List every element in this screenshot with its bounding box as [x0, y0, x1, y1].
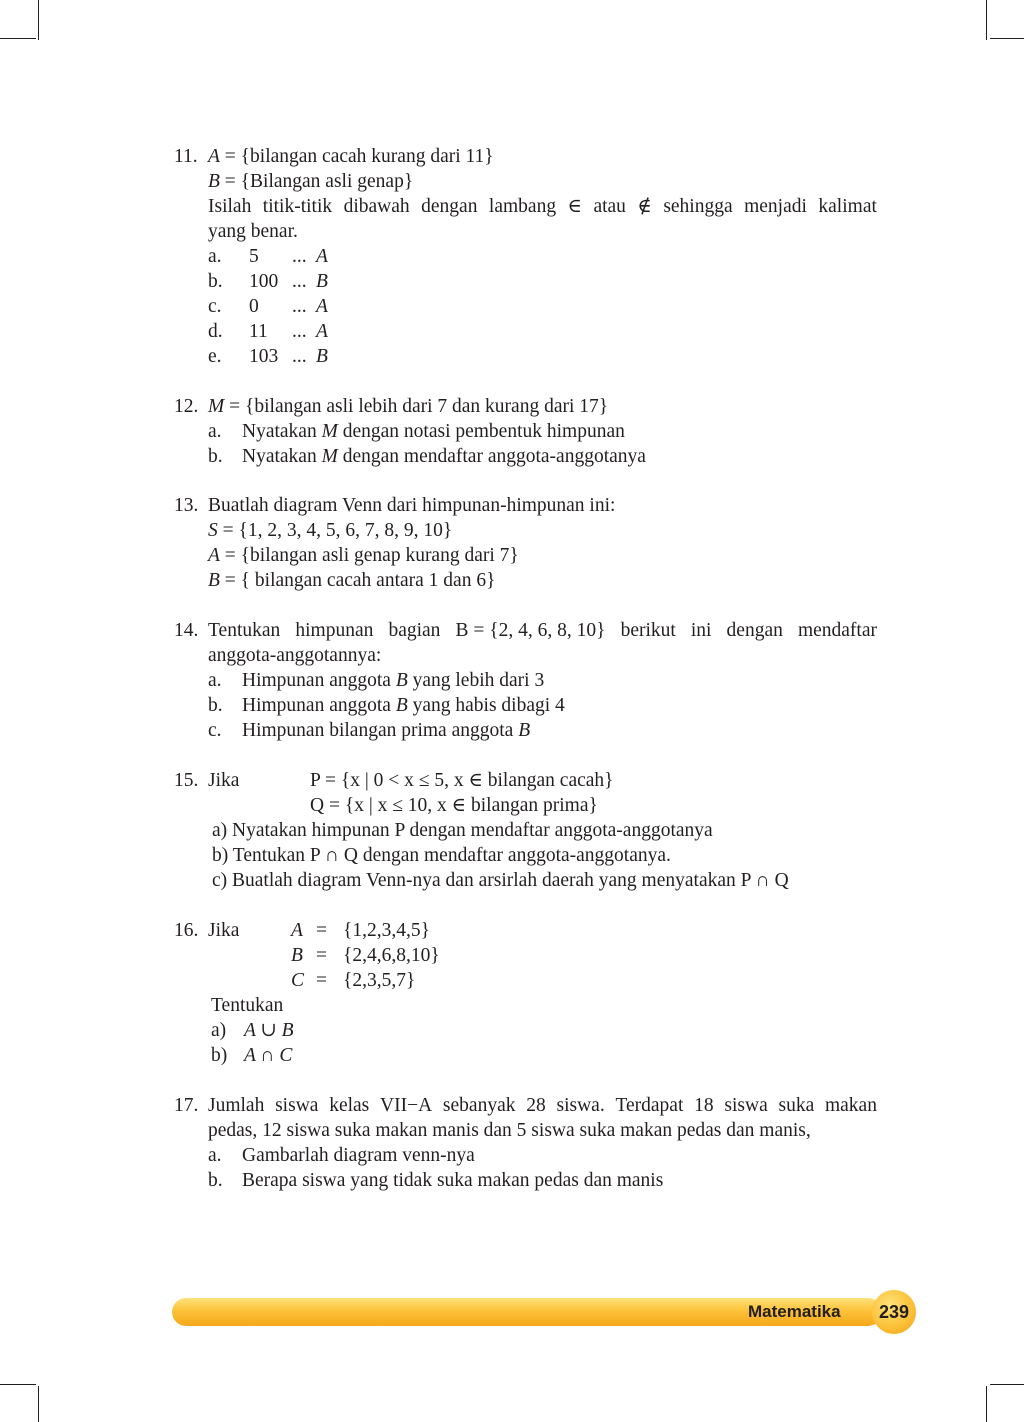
- question-number: 16.: [174, 920, 199, 941]
- crop-mark: [990, 38, 1024, 39]
- item-letter: b.: [208, 1170, 223, 1191]
- question-text: Buatlah diagram Venn dari himpunan-himpunan ini:: [208, 495, 616, 516]
- page-number-badge: [872, 1290, 916, 1334]
- item-letter: b): [211, 1045, 228, 1066]
- crop-mark: [38, 0, 39, 40]
- list-item: Nyatakan M dengan notasi pembentuk himpunan: [242, 421, 625, 442]
- crop-mark: [0, 38, 36, 39]
- list-item: Himpunan anggota B yang habis dibagi 4: [242, 695, 565, 716]
- tentukan-label: Tentukan: [211, 995, 284, 1016]
- crop-mark: [990, 1384, 1024, 1385]
- item-letter: b.: [208, 695, 223, 716]
- set-b-inline: B = {2, 4, 6, 8, 10}: [455, 620, 606, 641]
- item-letter: a): [211, 1020, 227, 1041]
- set-b-definition: B = { bilangan cacah antara 1 dan 6}: [208, 570, 496, 591]
- intersection-expression: A ∩ C: [244, 1045, 293, 1066]
- set-s-definition: S = {1, 2, 3, 4, 5, 6, 7, 8, 9, 10}: [208, 520, 453, 541]
- question-number: 11.: [174, 146, 198, 167]
- page-number: 239: [878, 1301, 910, 1322]
- item-letter: a.: [208, 1145, 222, 1166]
- not-element-of-symbol: ∉: [637, 196, 652, 217]
- list-item: Berapa siswa yang tidak suka makan pedas dan manis: [242, 1170, 664, 1191]
- question-number: 17.: [174, 1095, 199, 1116]
- set-m-definition: M = {bilangan asli lebih dari 7 dan kurang dari 17}: [208, 396, 609, 417]
- jika-label: Jika: [208, 770, 240, 791]
- set-a-definition: A = {bilangan asli genap kurang dari 7}: [208, 545, 519, 566]
- union-expression: A ∪ B: [244, 1020, 294, 1041]
- question-number: 13.: [174, 495, 199, 516]
- item-letter: b.: [208, 446, 223, 467]
- set-q-definition: Q = {x | x ≤ 10, x ∈ bilangan prima}: [310, 795, 598, 816]
- set-a-definition: A = {bilangan cacah kurang dari 11}: [208, 146, 494, 167]
- crop-mark: [986, 1386, 987, 1422]
- question-number: 12.: [174, 396, 199, 417]
- crop-mark: [0, 1384, 36, 1385]
- item-letter: a.: [208, 421, 222, 442]
- question-text-cont: anggota-anggotannya:: [208, 645, 382, 666]
- list-item: a) Nyatakan himpunan P dengan mendaftar anggota-anggotanya: [212, 820, 713, 841]
- footer-subject-title: Matematika: [748, 1302, 841, 1321]
- instruction: Isilah titik-titik dibawah dengan lambang ∈ atau ∉ sehingga menjadi kalimat: [208, 196, 877, 217]
- list-item: c) Buatlah diagram Venn-nya dan arsirlah daerah yang menyatakan P ∩ Q: [212, 870, 789, 891]
- element-of-symbol: ∈: [567, 196, 582, 217]
- list-item: Himpunan bilangan prima anggota B: [242, 720, 531, 741]
- item-letter: a.: [208, 670, 222, 691]
- crop-mark: [38, 1386, 39, 1422]
- question-number: 15.: [174, 770, 199, 791]
- list-item: b) Tentukan P ∩ Q dengan mendaftar anggota-anggotanya.: [212, 845, 671, 866]
- item-letter: c.: [208, 720, 222, 741]
- question-text-cont: pedas, 12 siswa suka makan manis dan 5 siswa suka makan pedas dan manis,: [208, 1120, 811, 1141]
- jika-label: Jika: [208, 920, 240, 941]
- question-text: Tentukan himpunan bagian B = {2, 4, 6, 8, 10} berikut ini dengan mendaftar: [208, 620, 877, 641]
- question-text: Jumlah siswa kelas VII−A sebanyak 28 siswa. Terdapat 18 siswa suka makan: [208, 1095, 877, 1116]
- question-number: 14.: [174, 620, 199, 641]
- set-p-definition: P = {x | 0 < x ≤ 5, x ∈ bilangan cacah}: [310, 770, 614, 791]
- list-item: Himpunan anggota B yang lebih dari 3: [242, 670, 545, 691]
- crop-mark: [986, 0, 987, 40]
- list-item: Gambarlah diagram venn-nya: [242, 1145, 475, 1166]
- instruction-end: yang benar.: [208, 221, 298, 242]
- set-b-definition: B = {Bilangan asli genap}: [208, 171, 414, 192]
- list-item: Nyatakan M dengan mendaftar anggota-anggotanya: [242, 446, 646, 467]
